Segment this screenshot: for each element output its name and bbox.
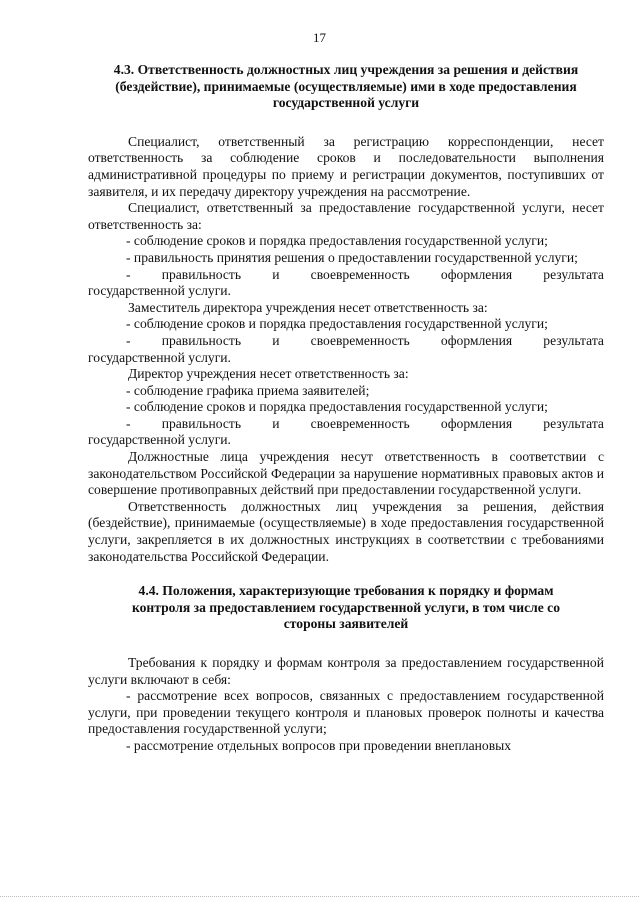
- word: и: [272, 266, 280, 282]
- section-4-4-heading: 4.4. Положения, характеризующие требования к порядку и формам контроля за предоставлением государственной услуги, в том числе со стороны заявителей: [131, 583, 561, 632]
- paragraph-control-requirements: Требования к порядку и формам контроля за предоставлением государственной услуги включают в себя:: [88, 655, 604, 687]
- list-item-justified: [88, 333, 604, 366]
- line-tail: государственной услуги.: [88, 349, 231, 365]
- word: результата: [543, 266, 604, 282]
- word: правильность: [161, 332, 242, 348]
- section-4-3-heading: 4.3. Ответственность должностных лиц учреждения за решения и действия (бездействие), принимаемые (осуществляемые) ими в ходе предоставления государственной услуги: [113, 62, 579, 111]
- list-item: - правильность принятия решения о предоставлении государственной услуги;: [126, 249, 578, 265]
- justified-line: [88, 416, 604, 433]
- list-item-justified: [88, 267, 604, 300]
- list-item: - рассмотрение отдельных вопросов при проведении внеплановых: [126, 737, 512, 753]
- page-bottom-divider: [0, 896, 639, 897]
- word: -: [126, 332, 131, 348]
- document-body: [88, 62, 604, 755]
- paragraph-registration-specialist: Специалист, ответственный за регистрацию корреспонденции, несет ответственность за соблюдение сроков и последовательности выполнения административной процедуры по приему и регистрации документов, поступивших от заявителя, и их передачу директору учреждения на рассмотрение.: [88, 133, 604, 199]
- paragraph-director: Директор учреждения несет ответственность за:: [128, 366, 409, 382]
- list-item: - соблюдение сроков и порядка предоставления государственной услуги;: [126, 233, 548, 249]
- word: результата: [543, 415, 604, 431]
- word: результата: [543, 332, 604, 348]
- list-item-justified: [88, 416, 604, 449]
- word: правильность: [161, 266, 242, 282]
- word: и: [272, 332, 280, 348]
- word: своевременность: [310, 332, 410, 348]
- list-item: - рассмотрение всех вопросов, связанных с предоставлением государственной услуги, при проведении текущего контроля и плановых проверок полноты и качества предоставления государственной услуги;: [88, 688, 604, 737]
- line-tail: государственной услуги.: [88, 283, 231, 299]
- page-number: 17: [313, 30, 326, 45]
- list-item: - соблюдение сроков и порядка предоставления государственной услуги;: [126, 399, 548, 415]
- word: оформления: [440, 415, 513, 431]
- word: оформления: [440, 332, 513, 348]
- word: оформления: [440, 266, 513, 282]
- line-tail: государственной услуги.: [88, 432, 231, 448]
- word: и: [272, 415, 280, 431]
- list-item: - соблюдение сроков и порядка предоставления государственной услуги;: [126, 316, 548, 332]
- paragraph-service-specialist: Специалист, ответственный за предоставление государственной услуги, несет ответственность за:: [88, 200, 604, 232]
- word: своевременность: [310, 415, 410, 431]
- paragraph-responsibility-instructions: Ответственность должностных лиц учреждения за решения, действия (бездействие), принимаемые (осуществляемые) в ходе предоставления государственной услуги, закрепляется в их должностных инструкциях в соответствии с требованиями законодательства Российской Федерации.: [88, 498, 604, 564]
- list-item: - соблюдение графика приема заявителей;: [126, 382, 370, 398]
- justified-line: [88, 333, 604, 350]
- paragraph-deputy-director: Заместитель директора учреждения несет ответственность за:: [128, 299, 488, 315]
- word: -: [126, 266, 131, 282]
- word: своевременность: [310, 266, 410, 282]
- word: -: [126, 415, 131, 431]
- justified-line: [88, 267, 604, 284]
- paragraph-officials-liability: Должностные лица учреждения несут ответственность в соответствии с законодательством Российской Федерации за нарушение нормативных правовых актов и совершение противоправных действий при предоставлении государственной услуги.: [88, 449, 604, 498]
- word: правильность: [161, 415, 242, 431]
